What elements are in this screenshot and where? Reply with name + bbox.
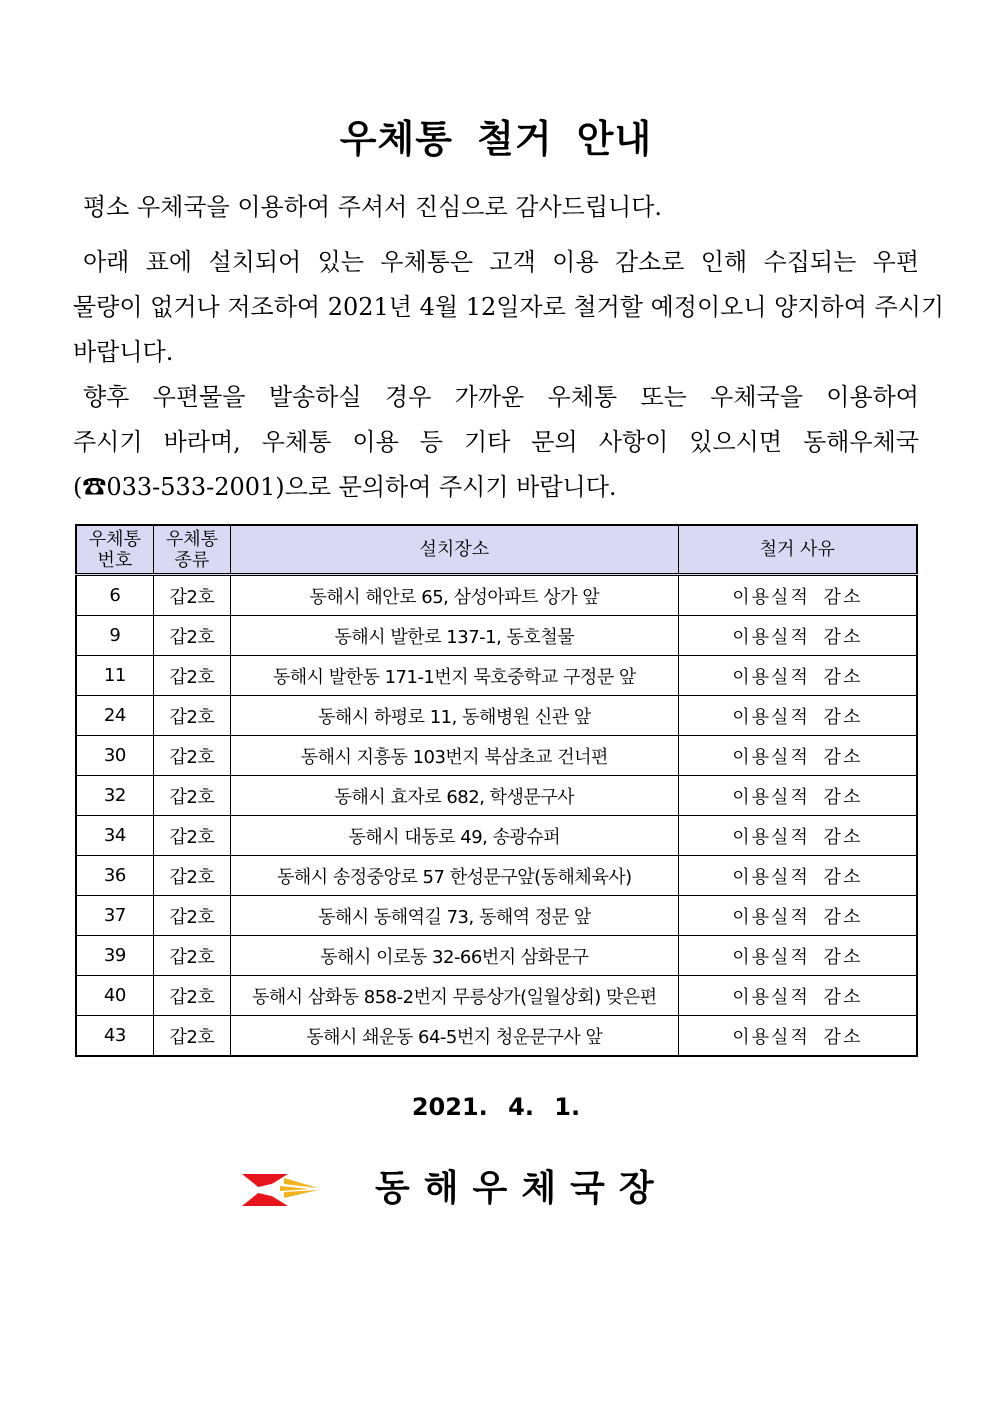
mailbox-removal-table [75,524,918,1057]
mailbox-number-cell: 39 [76,936,153,976]
mailbox-number-cell: 6 [76,575,153,616]
mailbox-type-cell: 갑2호 [153,1016,230,1057]
notice-line: 바랍니다. [73,338,174,366]
mailbox-number-cell: 9 [76,616,153,656]
mailbox-type-cell: 갑2호 [153,976,230,1016]
header-mailbox-type: 우체통 종류 [153,525,230,575]
table-row [76,1016,917,1057]
location-cell: 동해시 대동로 49, 송광슈퍼 [231,816,679,856]
mailbox-number-cell: 43 [76,1016,153,1057]
location-cell: 동해시 효자로 682, 학생문구사 [231,776,679,816]
mailbox-number-cell: 40 [76,976,153,1016]
table-row [76,696,917,736]
removal-reason-cell: 이용실적 감소 [678,856,917,896]
location-cell: 동해시 이로동 32-66번지 삼화문구 [231,936,679,976]
mailbox-number-cell: 11 [76,656,153,696]
mailbox-type-cell: 갑2호 [153,656,230,696]
table-row [76,896,917,936]
removal-reason-cell: 이용실적 감소 [678,936,917,976]
removal-reason-cell: 이용실적 감소 [678,575,917,616]
mailbox-number-cell: 32 [76,776,153,816]
intro-paragraph [73,185,919,230]
location-cell: 동해시 지흥동 103번지 북삼초교 건너편 [231,736,679,776]
page-title: 우체통 철거 안내 [339,117,653,161]
mailbox-number-cell: 36 [76,856,153,896]
removal-reason-cell: 이용실적 감소 [678,976,917,1016]
intro-line: 평소 우체국을 이용하여 주셔서 진심으로 감사드립니다. [83,193,663,221]
notice-date: 2021. 4. 1. [411,1093,581,1121]
notice-line: 아래 표에 설치되어 있는 우체통은 고객 이용 감소로 인해 수집되는 우편 [83,248,919,276]
location-cell: 동해시 발한로 137-1, 동호철물 [231,616,679,656]
table-row [76,616,917,656]
signature: 동해우체국장 [375,1168,668,1209]
removal-reason-cell: 이용실적 감소 [678,1016,917,1057]
contact-paragraph [73,375,919,510]
table-row [76,656,917,696]
removal-reason-cell: 이용실적 감소 [678,616,917,656]
table-row [76,776,917,816]
table-row [76,976,917,1016]
location-cell: 동해시 삼화동 858-2번지 무릉상가(일월상회) 맞은편 [231,976,679,1016]
mailbox-type-cell: 갑2호 [153,776,230,816]
notice-paragraph [73,240,945,375]
table-row [76,856,917,896]
removal-reason-cell: 이용실적 감소 [678,696,917,736]
location-cell: 동해시 해안로 65, 삼성아파트 상가 앞 [231,575,679,616]
contact-line: 향후 우편물을 발송하실 경우 가까운 우체통 또는 우체국을 이용하여 [83,383,919,411]
table-row [76,575,917,616]
table-row [76,736,917,776]
contact-line: 주시기 바라며, 우체통 이용 등 기타 문의 사항이 있으시면 동해우체국 [73,428,919,456]
mailbox-type-cell: 갑2호 [153,616,230,656]
table-header-row [76,525,917,575]
mailbox-number-cell: 24 [76,696,153,736]
mailbox-type-cell: 갑2호 [153,816,230,856]
location-cell: 동해시 송정중앙로 57 한성문구앞(동해체육사) [231,856,679,896]
table-row [76,816,917,856]
header-location: 설치장소 [231,525,679,575]
location-cell: 동해시 하평로 11, 동해병원 신관 앞 [231,696,679,736]
mailbox-type-cell: 갑2호 [153,575,230,616]
header-removal-reason: 철거 사유 [678,525,917,575]
mailbox-number-cell: 30 [76,736,153,776]
header-mailbox-number: 우체통 번호 [76,525,153,575]
removal-reason-cell: 이용실적 감소 [678,816,917,856]
mailbox-type-cell: 갑2호 [153,856,230,896]
table-row [76,936,917,976]
location-cell: 동해시 쇄운동 64-5번지 청운문구사 앞 [231,1016,679,1057]
removal-reason-cell: 이용실적 감소 [678,656,917,696]
removal-reason-cell: 이용실적 감소 [678,776,917,816]
mailbox-type-cell: 갑2호 [153,696,230,736]
removal-reason-cell: 이용실적 감소 [678,896,917,936]
mailbox-type-cell: 갑2호 [153,936,230,976]
mailbox-number-cell: 34 [76,816,153,856]
location-cell: 동해시 동해역길 73, 동해역 정문 앞 [231,896,679,936]
location-cell: 동해시 발한동 171-1번지 묵호중학교 구정문 앞 [231,656,679,696]
korea-post-logo-icon [240,1170,320,1210]
contact-line: (☎033-533-2001)으로 문의하여 주시기 바랍니다. [73,473,617,501]
mailbox-type-cell: 갑2호 [153,736,230,776]
removal-reason-cell: 이용실적 감소 [678,736,917,776]
notice-line: 물량이 없거나 저조하여 2021년 4월 12일자로 철거할 예정이오니 양지하여 주시기 [73,293,945,321]
mailbox-number-cell: 37 [76,896,153,936]
mailbox-type-cell: 갑2호 [153,896,230,936]
